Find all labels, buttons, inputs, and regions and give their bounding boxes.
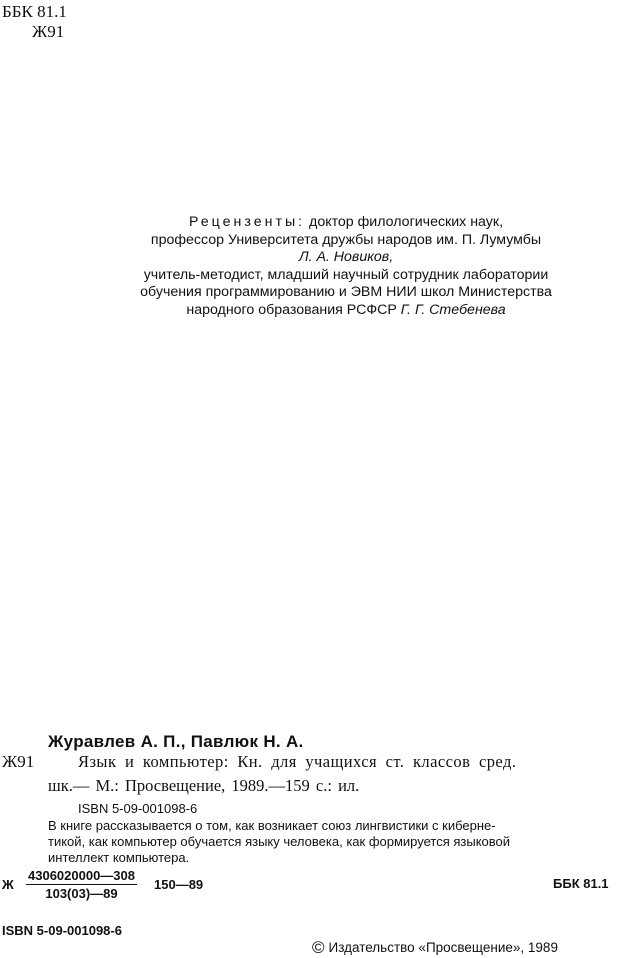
copyright-line: [312, 938, 558, 958]
reviewer-1-degree: доктор филологических наук,: [305, 214, 504, 230]
bbk-code: ББК 81.1: [2, 2, 67, 21]
formula-suffix: 150—89: [154, 877, 204, 892]
formula-fraction: [26, 868, 137, 901]
isbn-bottom: ISBN 5-09-001098-6: [2, 923, 122, 938]
annotation-line: В книге рассказывается о том, как возникает союз лингвистики с киберне-: [48, 818, 496, 833]
card-isbn: ISBN 5-09-001098-6: [78, 801, 198, 816]
reviewer-2-position: учитель-методист, младший научный сотрудник лаборатории: [143, 266, 549, 283]
reviewer-2-affiliation: обучения программированию и ЭВМ НИИ школ Министерства: [140, 284, 552, 300]
card-authors: Журавлев А. П., Павлюк Н. А.: [48, 732, 304, 751]
bbk-code-bottom: ББК 81.1: [553, 876, 609, 891]
card-annotation: [48, 818, 618, 866]
reviewer-2-line: [116, 302, 576, 320]
annotation-line: интеллект компьютера.: [48, 850, 190, 865]
copyright-text: Издательство «Просвещение», 1989: [328, 940, 558, 955]
formula-numerator: 4306020000—308: [28, 868, 135, 883]
reviewer-2-name: Г. Г. Стебенева: [400, 301, 506, 318]
formula-denominator: 103(03)—89: [45, 886, 118, 901]
reviewers-label: Рецензенты:: [188, 214, 306, 230]
reviewer-2-affiliation-end: народного образования РСФСР: [186, 301, 401, 318]
reviewer-1-position: профессор Университета дружбы народов им. П. Лумумбы: [150, 231, 542, 248]
reviewer-1-name: Л. А. Новиков,: [298, 249, 394, 265]
card-title-line-1: Язык и компьютер: Кн. для учащихся ст. классов сред.: [78, 752, 517, 771]
author-mark: Ж91: [32, 22, 65, 41]
classification-header: [2, 2, 67, 42]
annotation-line: тикой, как компьютер обучается языку человека, как формируется языковой: [48, 834, 511, 849]
reviewers-block: [116, 214, 576, 319]
copyright-icon: ©: [312, 938, 325, 957]
card-author-mark: Ж91: [2, 752, 35, 771]
card-title-line-2: шк.— М.: Просвещение, 1989.—159 с.: ил.: [48, 776, 360, 795]
reviewers-line-1: [116, 214, 576, 232]
formula-prefix: Ж: [2, 877, 14, 892]
